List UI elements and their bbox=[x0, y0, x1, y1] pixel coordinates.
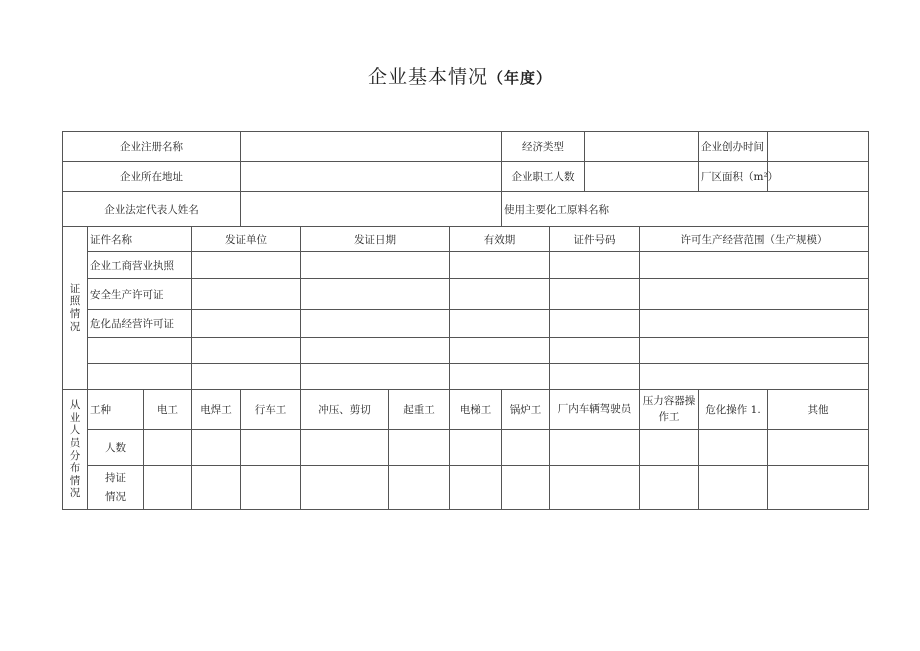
trade-header: 电工 bbox=[144, 390, 192, 430]
founded-label: 企业创办时间 bbox=[699, 132, 768, 162]
cert-row bbox=[63, 279, 869, 310]
basic-row-1 bbox=[63, 132, 869, 162]
cert-name bbox=[88, 364, 192, 390]
count-cell[interactable] bbox=[640, 430, 699, 466]
basic-row-3 bbox=[63, 192, 869, 227]
address-value[interactable] bbox=[241, 162, 502, 192]
cert-header-scope: 许可生产经营范围（生产规模） bbox=[640, 227, 869, 252]
staff-label: 企业职工人数 bbox=[502, 162, 585, 192]
cert-status-cell[interactable] bbox=[502, 466, 550, 510]
cert-cell[interactable] bbox=[450, 338, 550, 364]
trade-header: 冲压、剪切 bbox=[301, 390, 389, 430]
cert-row bbox=[63, 310, 869, 338]
reg-name-label: 企业注册名称 bbox=[63, 132, 241, 162]
cert-status-cell[interactable] bbox=[768, 466, 869, 510]
trade-header: 电梯工 bbox=[450, 390, 502, 430]
cert-cell[interactable] bbox=[550, 252, 640, 279]
founded-value[interactable] bbox=[768, 132, 869, 162]
trade-header: 锅炉工 bbox=[502, 390, 550, 430]
cert-cell[interactable] bbox=[640, 279, 869, 310]
cert-name: 安全生产许可证 bbox=[88, 279, 192, 310]
trade-header-row bbox=[63, 390, 869, 430]
count-cell[interactable] bbox=[241, 430, 301, 466]
cert-name: 危化品经营许可证 bbox=[88, 310, 192, 338]
address-label: 企业所在地址 bbox=[63, 162, 241, 192]
cert-status-cell[interactable] bbox=[699, 466, 768, 510]
enterprise-info-table bbox=[62, 131, 869, 510]
cert-cell[interactable] bbox=[640, 310, 869, 338]
cert-cell[interactable] bbox=[301, 338, 450, 364]
trade-header: 压力容器操作工 bbox=[640, 390, 699, 430]
cert-cell[interactable] bbox=[192, 252, 301, 279]
trade-header: 其他 bbox=[768, 390, 869, 430]
count-cell[interactable] bbox=[768, 430, 869, 466]
count-cell[interactable] bbox=[699, 430, 768, 466]
cert-name: 企业工商营业执照 bbox=[88, 252, 192, 279]
count-cell[interactable] bbox=[450, 430, 502, 466]
trade-header: 危化操作 1. bbox=[699, 390, 768, 430]
cert-name bbox=[88, 338, 192, 364]
cert-status-row bbox=[63, 466, 869, 510]
cert-cell[interactable] bbox=[192, 364, 301, 390]
trade-label: 工种 bbox=[88, 390, 144, 430]
cert-cell[interactable] bbox=[301, 252, 450, 279]
count-row bbox=[63, 430, 869, 466]
count-cell[interactable] bbox=[144, 430, 192, 466]
page-title bbox=[0, 62, 920, 89]
count-cell[interactable] bbox=[389, 430, 450, 466]
cert-header-name: 证件名称 bbox=[88, 227, 192, 252]
econ-type-value[interactable] bbox=[585, 132, 699, 162]
count-cell[interactable] bbox=[550, 430, 640, 466]
cert-header-number: 证件号码 bbox=[550, 227, 640, 252]
reg-name-value[interactable] bbox=[241, 132, 502, 162]
area-value[interactable] bbox=[768, 162, 869, 192]
cert-status-cell[interactable] bbox=[301, 466, 389, 510]
cert-cell[interactable] bbox=[192, 310, 301, 338]
cert-cell[interactable] bbox=[640, 252, 869, 279]
cert-cell[interactable] bbox=[450, 279, 550, 310]
legal-rep-value[interactable] bbox=[241, 192, 502, 227]
cert-status-cell[interactable] bbox=[192, 466, 241, 510]
legal-rep-label: 企业法定代表人姓名 bbox=[63, 192, 241, 227]
cert-cell[interactable] bbox=[450, 310, 550, 338]
cert-cell[interactable] bbox=[640, 338, 869, 364]
cert-cell[interactable] bbox=[192, 279, 301, 310]
cert-header-date: 发证日期 bbox=[301, 227, 450, 252]
cert-status-cell[interactable] bbox=[550, 466, 640, 510]
trade-header: 电焊工 bbox=[192, 390, 241, 430]
cert-header-validity: 有效期 bbox=[450, 227, 550, 252]
cert-status-cell[interactable] bbox=[450, 466, 502, 510]
cert-cell[interactable] bbox=[450, 364, 550, 390]
cert-row bbox=[63, 364, 869, 390]
cert-status-label: 持证情况 bbox=[88, 466, 144, 510]
cert-cell[interactable] bbox=[550, 279, 640, 310]
trade-header: 厂内车辆驾驶员 bbox=[550, 390, 640, 430]
cert-cell[interactable] bbox=[550, 364, 640, 390]
count-cell[interactable] bbox=[301, 430, 389, 466]
cert-cell[interactable] bbox=[192, 338, 301, 364]
cert-cell[interactable] bbox=[301, 364, 450, 390]
cert-status-cell[interactable] bbox=[389, 466, 450, 510]
chemicals-label: 使用主要化工原料名称 bbox=[502, 192, 869, 227]
cert-status-cell[interactable] bbox=[640, 466, 699, 510]
trade-header: 起重工 bbox=[389, 390, 450, 430]
trade-header: 行车工 bbox=[241, 390, 301, 430]
cert-status-cell[interactable] bbox=[144, 466, 192, 510]
count-cell[interactable] bbox=[502, 430, 550, 466]
cert-cell[interactable] bbox=[301, 279, 450, 310]
cert-status-cell[interactable] bbox=[241, 466, 301, 510]
cert-cell[interactable] bbox=[640, 364, 869, 390]
basic-row-2 bbox=[63, 162, 869, 192]
cert-group-label: 证照情况 bbox=[63, 227, 88, 390]
cert-header-row bbox=[63, 227, 869, 252]
cert-cell[interactable] bbox=[550, 310, 640, 338]
cert-cell[interactable] bbox=[450, 252, 550, 279]
staff-group-label: 从业人员分布情况 bbox=[63, 390, 88, 510]
cert-header-issuer: 发证单位 bbox=[192, 227, 301, 252]
cert-cell[interactable] bbox=[301, 310, 450, 338]
page-title-main: 企业基本情况 bbox=[367, 66, 488, 88]
staff-value[interactable] bbox=[585, 162, 699, 192]
page-title-year: （年度） bbox=[488, 69, 553, 87]
area-label: 厂区面积（m²） bbox=[699, 162, 768, 192]
cert-row bbox=[63, 252, 869, 279]
count-cell[interactable] bbox=[192, 430, 241, 466]
cert-row bbox=[63, 338, 869, 364]
cert-cell[interactable] bbox=[550, 338, 640, 364]
count-label: 人数 bbox=[88, 430, 144, 466]
econ-type-label: 经济类型 bbox=[502, 132, 585, 162]
